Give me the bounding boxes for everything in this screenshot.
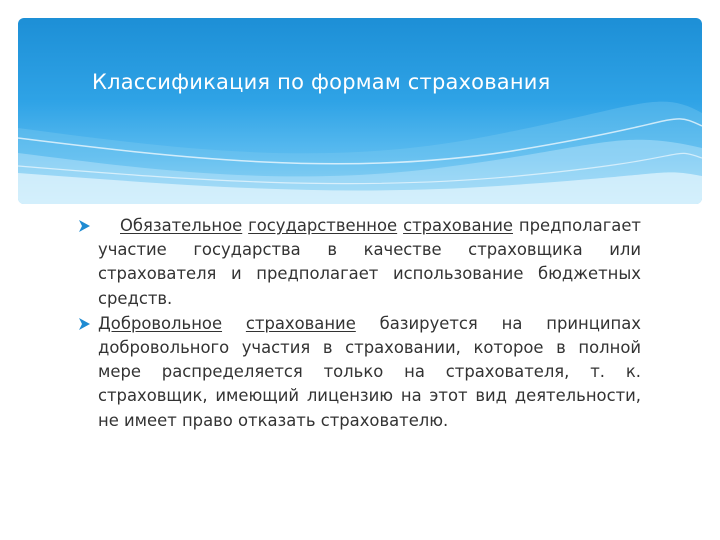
term-mandatory: Обязательное	[120, 216, 243, 235]
arrow-bullet-icon	[78, 218, 92, 234]
term-insurance: страхование	[403, 216, 513, 235]
slide-title: Классификация по формам страхования	[92, 70, 551, 94]
bullet-text-mandatory: предполагает участие государства в качестве страховщика или страхователя и предполагает использование бюджетных средств.	[98, 216, 641, 308]
bullet-text-voluntary: базируется на принципах добровольного участия в страховании, которое в полной мере распределяется только на страхователя, т. к. страховщик, имеющий лицензию на этот вид деятельности, не имеет право отказать страхователю.	[98, 313, 641, 430]
term-state: государственное	[248, 216, 398, 235]
bullet-item-mandatory	[78, 214, 641, 311]
wave-decoration	[18, 18, 702, 204]
title-banner	[18, 18, 702, 204]
content-body	[78, 214, 641, 434]
bullet-item-voluntary	[78, 312, 641, 433]
arrow-bullet-icon	[78, 316, 92, 332]
term-voluntary: Добровольное	[98, 313, 223, 333]
term-insurance-2: страхование	[245, 313, 356, 333]
